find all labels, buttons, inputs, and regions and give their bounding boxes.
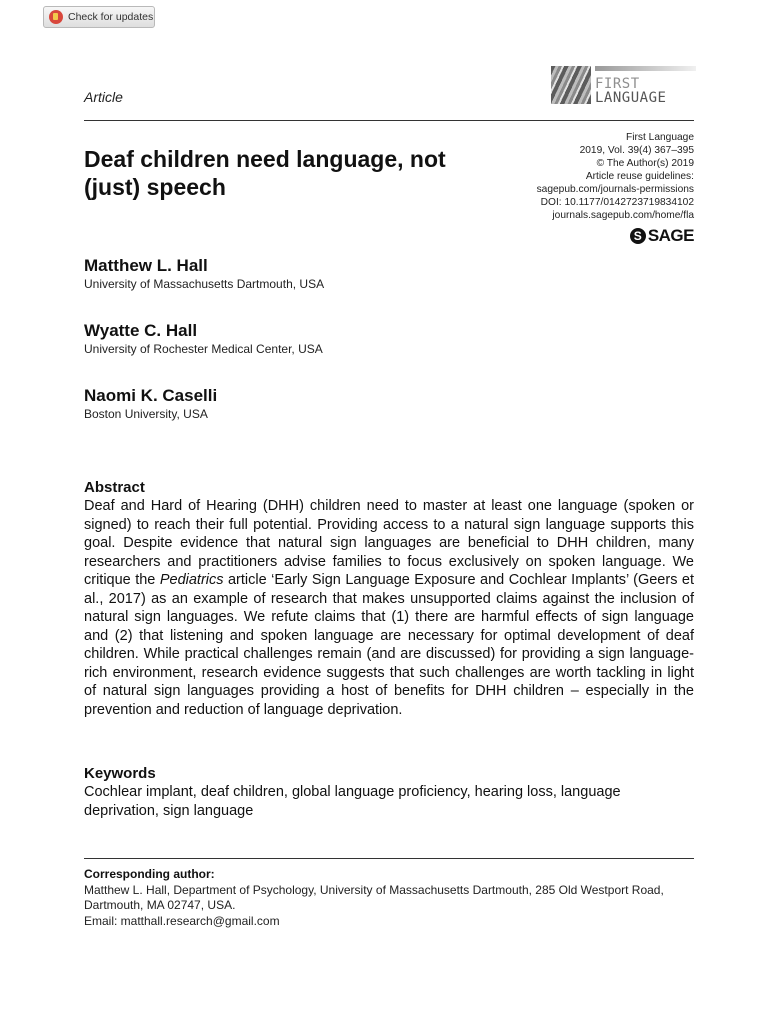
author-name: Matthew L. Hall bbox=[84, 256, 208, 275]
author-affiliation: Boston University, USA bbox=[84, 407, 208, 421]
logo-stripes-graphic bbox=[551, 66, 591, 104]
keywords-heading: Keywords bbox=[84, 765, 156, 782]
journal-metadata bbox=[537, 131, 694, 222]
logo-text-language: LANGUAGE bbox=[595, 90, 667, 106]
check-for-updates-button[interactable] bbox=[43, 6, 155, 28]
journal-volume: 2019, Vol. 39(4) 367–395 bbox=[579, 145, 694, 156]
author-affiliation: University of Massachusetts Dartmouth, USA bbox=[84, 277, 325, 291]
abstract-text bbox=[84, 497, 694, 719]
author-name: Naomi K. Caselli bbox=[84, 386, 218, 405]
logo-bar-graphic bbox=[595, 66, 696, 71]
sage-icon bbox=[630, 228, 646, 244]
corresponding-author-address: Matthew L. Hall, Department of Psychology, University of Massachusetts Dartmouth, 285 Old Westport Road, Dartmouth, MA 02747, USA. bbox=[84, 882, 664, 912]
author-name: Wyatte C. Hall bbox=[84, 321, 198, 340]
logo-text-first: FIRST bbox=[595, 76, 640, 92]
journal-name: First Language bbox=[626, 132, 694, 143]
crossmark-icon bbox=[49, 10, 63, 24]
journal-logo bbox=[551, 66, 696, 106]
abstract-section bbox=[84, 479, 694, 719]
corresponding-author-email[interactable]: Email: matthall.research@gmail.com bbox=[84, 913, 280, 928]
keywords-text: Cochlear implant, deaf children, global language proficiency, hearing loss, language deprivation, sign language bbox=[84, 784, 621, 819]
abstract-text-part: Deaf and Hard of Hearing (DHH) children need to master at least one language (spoken or signed) to reach their full potential. Providing access to a natural sign language supports this goal. Despite evidence that natural sign languages are beneficial to DHH children, many researchers and practitioners advise families to focus exclusively on spoken language. We critique the bbox=[84, 498, 694, 588]
author-block bbox=[84, 386, 217, 422]
abstract-text-part: article ‘Early Sign Language Exposure and Cochlear Implants’ (Geers et al., 2017) as an example of research that makes unsupported claims against the inclusion of natural sign languages. We refute claims that (1) there are harmful effects of sign language and (2) that listening and spoken language are necessary for optimal development of deaf children. While practical challenges remain (and are discussed) for providing a sign language-rich environment, research evidence suggests that such challenges are worth tackling in light of natural sign languages providing a host of benefits for DHH children – especially in the prevention and reduction of language deprivation. bbox=[84, 572, 695, 718]
keywords-section bbox=[84, 765, 694, 820]
author-block bbox=[84, 256, 324, 292]
journal-title-italic: Pediatrics bbox=[159, 572, 224, 588]
article-title: Deaf children need language, not (just) speech bbox=[84, 146, 446, 200]
journal-home-link[interactable]: journals.sagepub.com/home/fla bbox=[552, 210, 694, 221]
article-type-label: Article bbox=[84, 89, 123, 105]
permissions-link[interactable]: sagepub.com/journals-permissions bbox=[536, 184, 694, 195]
reuse-guidelines-label: Article reuse guidelines: bbox=[585, 171, 694, 182]
author-block bbox=[84, 321, 323, 357]
check-for-updates-label: Check for updates bbox=[68, 11, 154, 23]
abstract-heading: Abstract bbox=[84, 479, 145, 496]
doi-link[interactable]: DOI: 10.1177/0142723719834102 bbox=[540, 197, 694, 208]
publisher-name: SAGE bbox=[647, 226, 694, 245]
corresponding-author-heading: Corresponding author: bbox=[84, 867, 215, 881]
footnote-divider bbox=[84, 858, 694, 859]
header-divider bbox=[84, 120, 694, 121]
publisher-logo bbox=[630, 226, 694, 246]
copyright-line: © The Author(s) 2019 bbox=[596, 158, 694, 169]
corresponding-author-note bbox=[84, 867, 694, 929]
author-affiliation: University of Rochester Medical Center, USA bbox=[84, 342, 323, 356]
